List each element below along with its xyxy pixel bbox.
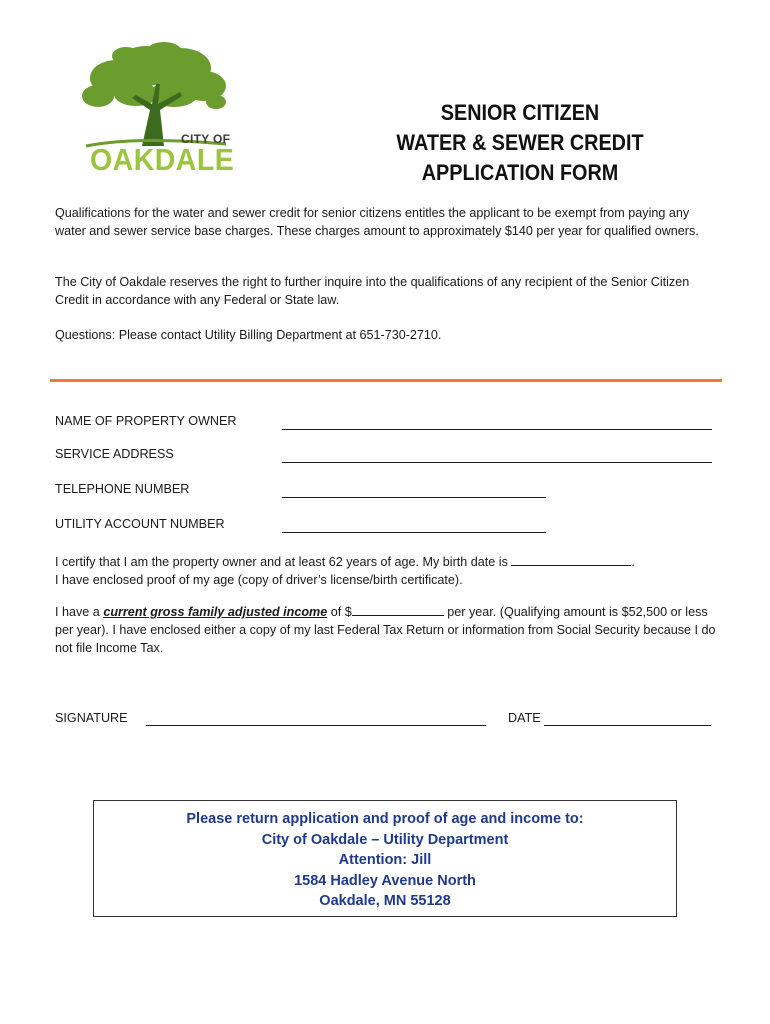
- logo-oakdale: OAKDALE: [90, 142, 235, 177]
- service-address-label: SERVICE ADDRESS: [55, 447, 174, 461]
- signature-label: SIGNATURE: [55, 711, 128, 725]
- service-address-field[interactable]: [282, 462, 712, 463]
- income-amount-field[interactable]: [352, 603, 444, 616]
- return-city-state: Oakdale, MN 55128: [319, 893, 451, 909]
- age-proof-text: I have enclosed proof of my age (copy of driver’s license/birth certificate).: [55, 573, 463, 587]
- income-certification: [55, 603, 725, 657]
- qualifications-paragraph: Qualifications for the water and sewer credit for senior citizens entitles the applicant to be exempt from paying any water and sewer service base charges. These charges amount to approximately $140 per year for qualified owners.: [55, 206, 699, 238]
- income-text-b: of $: [327, 605, 352, 619]
- date-label: DATE: [508, 711, 541, 725]
- questions-paragraph: Questions: Please contact Utility Billing Department at 651-730-2710.: [55, 328, 442, 342]
- income-text-a: I have a: [55, 605, 104, 619]
- return-street: 1584 Hadley Avenue North: [294, 872, 476, 889]
- return-address-box: [93, 800, 677, 917]
- age-certification: [55, 553, 725, 589]
- return-attention: Attention: Jill: [338, 852, 432, 868]
- orange-divider: [50, 379, 722, 382]
- title-line-2: WATER & SEWER CREDIT: [396, 130, 644, 155]
- age-cert-text: I certify that I am the property owner and at least 62 years of age. My birth date is: [55, 555, 512, 569]
- age-cert-period: .: [631, 555, 635, 569]
- account-number-field[interactable]: [282, 532, 546, 533]
- return-department: City of Oakdale – Utility Department: [261, 831, 509, 848]
- city-of-oakdale-logo: [76, 40, 236, 180]
- date-field[interactable]: [544, 725, 711, 726]
- signature-field[interactable]: [146, 725, 486, 726]
- account-number-label: UTILITY ACCOUNT NUMBER: [55, 517, 225, 531]
- owner-name-field[interactable]: [282, 429, 712, 430]
- return-instruction: Please return application and proof of age and income to:: [186, 811, 584, 827]
- income-emphasis: current gross family adjusted income: [103, 605, 328, 619]
- form-title: [349, 98, 691, 188]
- logo-city-of: CITY OF: [181, 132, 231, 146]
- birth-date-field[interactable]: [511, 553, 631, 566]
- telephone-field[interactable]: [282, 497, 546, 498]
- telephone-label: TELEPHONE NUMBER: [55, 482, 190, 496]
- title-line-1: SENIOR CITIZEN: [440, 100, 600, 125]
- income-text-c: per year. (Qualifying amount is $52,500 or less per year). I have enclosed either a copy of my last Federal Tax Return or information from Social Security because I do not file Income Tax.: [55, 605, 716, 655]
- owner-name-label: NAME OF PROPERTY OWNER: [55, 414, 237, 428]
- title-line-3: APPLICATION FORM: [421, 160, 619, 185]
- reserves-right-paragraph: The City of Oakdale reserves the right to further inquire into the qualifications of any recipient of the Senior Citizen Credit in accordance with any Federal or State law.: [55, 275, 690, 307]
